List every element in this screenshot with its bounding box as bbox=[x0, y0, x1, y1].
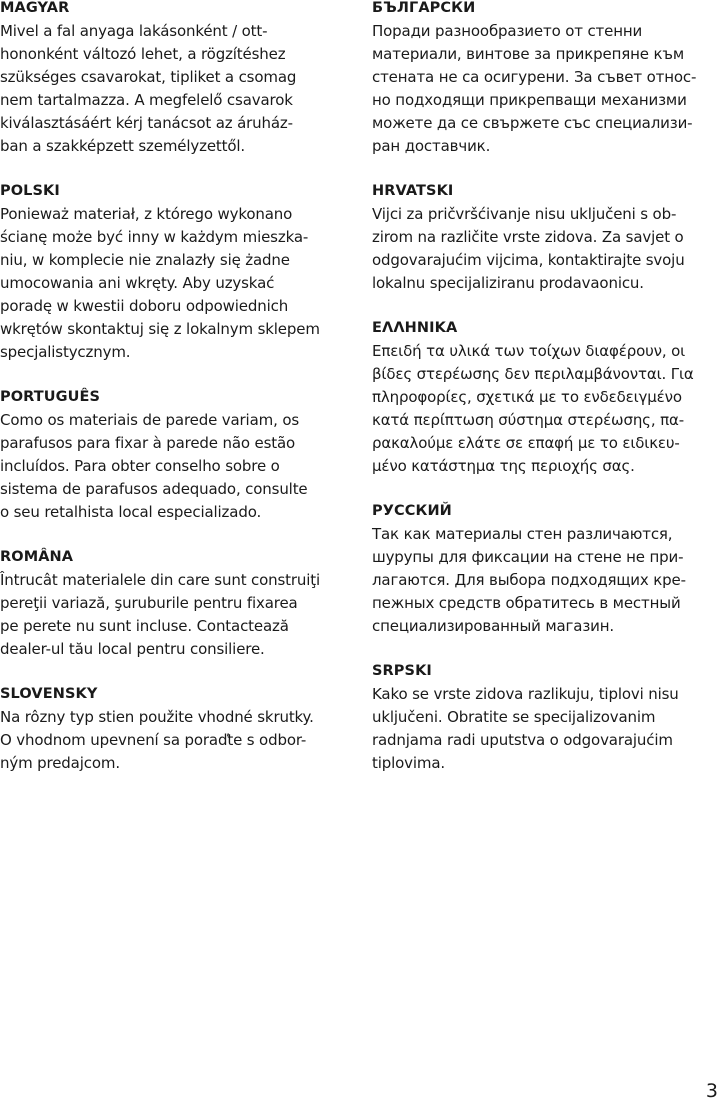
body-line: dealer-ul tău local pentru consiliere. bbox=[0, 640, 265, 658]
body-line: odgovarajućim vijcima, kontaktirajte svoju bbox=[372, 251, 685, 269]
language-section-româna bbox=[0, 546, 352, 661]
body-line: Так как материалы стен различаются, bbox=[372, 525, 673, 543]
section-body bbox=[0, 706, 352, 775]
body-line: Επειδή τα υλικά των τοίχων διαφέρουν, οι bbox=[372, 342, 686, 360]
page-number: 3 bbox=[705, 1080, 718, 1102]
body-line: wkrętów skontaktuj się z lokalnym sklepem bbox=[0, 320, 320, 338]
section-heading: SLOVENSKY bbox=[0, 686, 98, 702]
language-section-български bbox=[372, 0, 720, 158]
body-line: o seu retalhista local especializado. bbox=[0, 503, 262, 521]
body-line: ným predajcom. bbox=[0, 754, 120, 772]
body-line: ран доставчик. bbox=[372, 137, 491, 155]
body-line: poradę w kwestii doboru odpowiednich bbox=[0, 297, 289, 315]
section-heading: MAGYAR bbox=[0, 0, 70, 16]
body-line: uključeni. Obratite se specijalizovanim bbox=[372, 708, 656, 726]
section-body bbox=[372, 340, 720, 478]
section-heading: SRPSKI bbox=[372, 663, 432, 679]
section-body bbox=[0, 203, 352, 364]
body-line: parafusos para fixar à parede não estão bbox=[0, 434, 296, 452]
language-section-ελληνικα bbox=[372, 317, 720, 478]
body-line: radnjama radi uputstva o odgovarajućim bbox=[372, 731, 673, 749]
body-line: niu, w komplecie nie znalazły się żadne bbox=[0, 251, 290, 269]
body-line: но подходящи прикрепващи механизми bbox=[372, 91, 687, 109]
language-section-magyar bbox=[0, 0, 352, 158]
body-line: можете да се свържете със специализи- bbox=[372, 114, 693, 132]
section-heading: РУССКИЙ bbox=[372, 503, 452, 519]
body-line: Kako se vrste zidova razlikuju, tiplovi nisu bbox=[372, 685, 679, 703]
language-section-русский bbox=[372, 500, 720, 638]
body-line: пежных средств обратитесь в местный bbox=[372, 594, 681, 612]
body-line: лагаются. Для выбора подходящих кре- bbox=[372, 571, 686, 589]
body-line: βίδες στερέωσης δεν περιλαμβάνονται. Για bbox=[372, 365, 694, 383]
section-body bbox=[372, 20, 720, 158]
section-heading: PORTUGUÊS bbox=[0, 389, 101, 405]
body-line: специализированный магазин. bbox=[372, 617, 615, 635]
section-heading: POLSKI bbox=[0, 183, 60, 199]
language-section-srpski bbox=[372, 660, 720, 775]
section-body bbox=[0, 569, 352, 661]
body-line: ρακαλούμε ελάτε σε επαφή με το ειδικευ- bbox=[372, 434, 680, 452]
body-line: lokalnu specijaliziranu prodavaonicu. bbox=[372, 274, 644, 292]
body-line: κατά περίπτωση σύστημα στερέωσης, πα- bbox=[372, 411, 684, 429]
body-line: pereţii variază, şuruburile pentru fixarea bbox=[0, 594, 298, 612]
section-body bbox=[372, 523, 720, 638]
section-heading: ROMÂNA bbox=[0, 549, 74, 565]
body-line: μένο κατάστημα της περιοχής σας. bbox=[372, 457, 635, 475]
section-body bbox=[372, 683, 720, 775]
body-line: specjalistycznym. bbox=[0, 343, 131, 361]
body-line: Ponieważ materiał, z którego wykonano bbox=[0, 205, 293, 223]
body-line: ścianę może być inny w każdym mieszka- bbox=[0, 228, 309, 246]
body-line: sistema de parafusos adequado, consulte bbox=[0, 480, 308, 498]
body-line: πληροφορίες, σχετικά με το ενδεδειγμένο bbox=[372, 388, 682, 406]
body-line: tiplovima. bbox=[372, 754, 446, 772]
body-line: umocowania ani wkręty. Aby uzyskać bbox=[0, 274, 275, 292]
section-heading: ΕΛΛΗΝΙΚΑ bbox=[372, 320, 458, 336]
body-line: шурупы для фиксации на стене не при- bbox=[372, 548, 684, 566]
body-line: O vhodnom upevnení sa poraďte s odbor- bbox=[0, 731, 307, 749]
language-section-português bbox=[0, 386, 352, 524]
body-line: стената не са осигурени. За съвет относ- bbox=[372, 68, 697, 86]
body-line: pe perete nu sunt incluse. Contactează bbox=[0, 617, 289, 635]
body-line: Поради разнообразието от стенни bbox=[372, 22, 643, 40]
right-column bbox=[372, 0, 720, 797]
section-body bbox=[372, 203, 720, 295]
body-line: Mivel a fal anyaga lakásonként / ott- bbox=[0, 22, 268, 40]
section-body bbox=[0, 20, 352, 158]
body-line: zirom na različite vrste zidova. Za savjet o bbox=[372, 228, 684, 246]
language-section-polski bbox=[0, 180, 352, 364]
left-column bbox=[0, 0, 352, 797]
body-line: nem tartalmazza. A megfelelő csavarok bbox=[0, 91, 293, 109]
body-line: Na rôzny typ stien použite vhodné skrutky. bbox=[0, 708, 314, 726]
section-body bbox=[0, 409, 352, 524]
section-heading: БЪЛГАРСКИ bbox=[372, 0, 476, 16]
body-line: incluídos. Para obter conselho sobre o bbox=[0, 457, 280, 475]
body-line: Întrucât materialele din care sunt construiţi bbox=[0, 571, 321, 589]
body-line: Vijci za pričvršćivanje nisu uključeni s ob- bbox=[372, 205, 677, 223]
body-line: материали, винтове за прикрепяне към bbox=[372, 45, 684, 63]
body-line: szükséges csavarokat, tipliket a csomag bbox=[0, 68, 297, 86]
language-section-slovensky bbox=[0, 683, 352, 775]
body-line: Como os materiais de parede variam, os bbox=[0, 411, 300, 429]
body-line: ban a szakképzett személyzettől. bbox=[0, 137, 246, 155]
body-line: kiválasztásáért kérj tanácsot az áruház- bbox=[0, 114, 293, 132]
language-section-hrvatski bbox=[372, 180, 720, 295]
section-heading: HRVATSKI bbox=[372, 183, 454, 199]
body-line: hononként változó lehet, a rögzítéshez bbox=[0, 45, 286, 63]
